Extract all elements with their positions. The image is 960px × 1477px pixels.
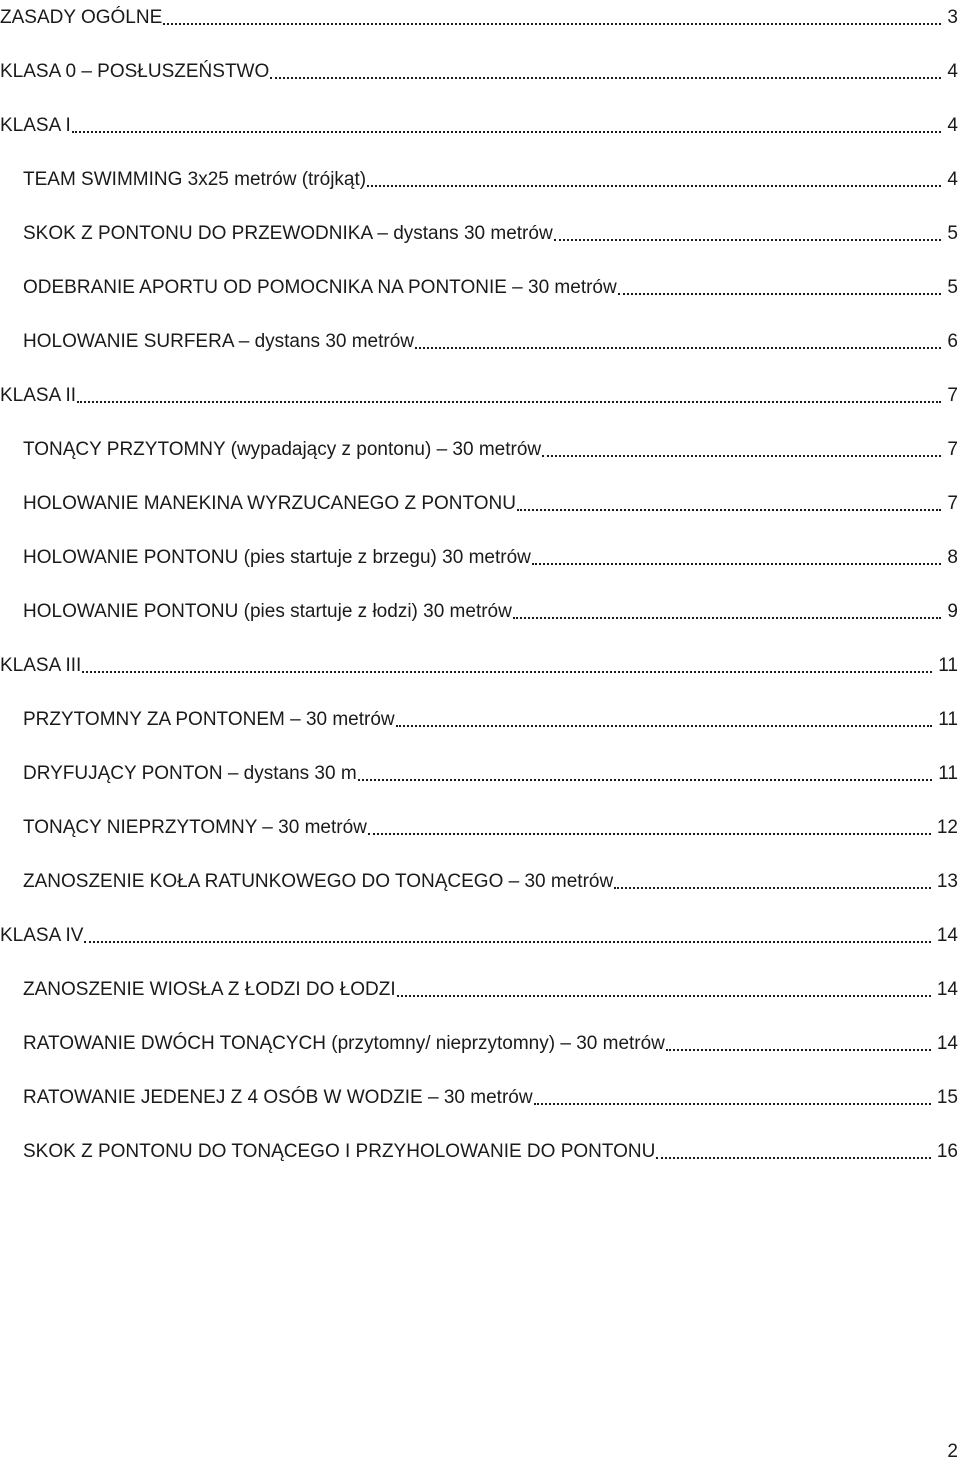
toc-entry-page: 9 [947, 601, 958, 622]
toc-dot-leader [72, 114, 942, 138]
toc-entry-page: 4 [947, 61, 958, 82]
toc-entry-page: 5 [947, 223, 958, 244]
toc-dot-leader [82, 654, 932, 678]
toc-entry-page: 8 [947, 547, 958, 568]
toc-entry-page: 7 [947, 385, 958, 406]
toc-entry[interactable] [0, 108, 960, 138]
toc-entry-title: HOLOWANIE PONTONU (pies startuje z brzegu) 30 metrów [23, 547, 531, 568]
toc-entry-page: 13 [936, 871, 958, 892]
toc-entry-page: 16 [936, 1141, 958, 1162]
toc-entry-title: TONĄCY NIEPRZYTOMNY – 30 metrów [23, 817, 367, 838]
toc-dot-leader [367, 168, 941, 192]
toc-entry[interactable] [0, 162, 960, 192]
toc-entry[interactable] [0, 918, 960, 948]
toc-entry-page: 14 [936, 925, 958, 946]
toc-dot-leader [415, 330, 941, 354]
toc-entry-page: 14 [936, 1033, 958, 1054]
toc-entry-title: ZANOSZENIE KOŁA RATUNKOWEGO DO TONĄCEGO – 30 metrów [23, 871, 614, 892]
toc-entry-title: HOLOWANIE MANEKINA WYRZUCANEGO Z PONTONU [23, 493, 516, 514]
toc-dot-leader [270, 60, 941, 84]
toc-entry-title: KLASA III [0, 655, 82, 676]
toc-dot-leader [534, 1086, 931, 1110]
toc-entry-title: TEAM SWIMMING 3x25 metrów (trójkąt) [23, 169, 367, 190]
toc-dot-leader [84, 924, 930, 948]
toc-dot-leader [397, 978, 931, 1002]
toc-entry-page: 14 [936, 979, 958, 1000]
toc-entry-page: 11 [938, 709, 958, 730]
toc-entry[interactable] [0, 864, 960, 894]
toc-entry-title: HOLOWANIE PONTONU (pies startuje z łodzi) 30 metrów [23, 601, 512, 622]
toc-entry[interactable] [0, 1026, 960, 1056]
toc-entry-title: SKOK Z PONTONU DO TONĄCEGO I PRZYHOLOWANIE DO PONTONU [23, 1141, 656, 1162]
toc-entry-page: 11 [938, 763, 958, 784]
toc-dot-leader [163, 6, 941, 30]
toc-entry[interactable] [0, 486, 960, 516]
toc-dot-leader [666, 1032, 931, 1056]
toc-dot-leader [358, 762, 933, 786]
toc-entry-title: ZANOSZENIE WIOSŁA Z ŁODZI DO ŁODZI [23, 979, 396, 1000]
toc-entry-title: KLASA 0 – POSŁUSZEŃSTWO [0, 61, 270, 82]
toc-entry-title: KLASA IV [0, 925, 84, 946]
toc-entry-title: KLASA I [0, 115, 71, 136]
toc-entry[interactable] [0, 648, 960, 678]
page-number: 2 [947, 1441, 958, 1462]
toc-entry-page: 6 [947, 331, 958, 352]
toc-entry[interactable] [0, 324, 960, 354]
toc-entry-title: RATOWANIE JEDENEJ Z 4 OSÓB W WODZIE – 30 metrów [23, 1087, 533, 1108]
toc-dot-leader [614, 870, 931, 894]
toc-entry-page: 15 [936, 1087, 958, 1108]
toc-entry[interactable] [0, 540, 960, 570]
toc-entry-title: DRYFUJĄCY PONTON – dystans 30 m [23, 763, 357, 784]
toc-entry[interactable] [0, 1080, 960, 1110]
toc-dot-leader [396, 708, 933, 732]
toc-entry-title: ZASADY OGÓLNE [0, 7, 163, 28]
toc-entry[interactable] [0, 0, 960, 30]
toc-entry-page: 3 [947, 7, 958, 28]
toc-entry[interactable] [0, 702, 960, 732]
toc-dot-leader [532, 546, 942, 570]
toc-dot-leader [656, 1140, 930, 1164]
toc-entry[interactable] [0, 756, 960, 786]
toc-dot-leader [513, 600, 942, 624]
toc-dot-leader [77, 384, 941, 408]
toc-entry-title: ODEBRANIE APORTU OD POMOCNIKA NA PONTONIE – 30 metrów [23, 277, 617, 298]
toc-entry-title: HOLOWANIE SURFERA – dystans 30 metrów [23, 331, 415, 352]
toc-entry-page: 7 [947, 493, 958, 514]
toc-entry[interactable] [0, 270, 960, 300]
toc-entry[interactable] [0, 432, 960, 462]
toc-entry-page: 5 [947, 277, 958, 298]
toc-entry[interactable] [0, 216, 960, 246]
toc-entry-page: 11 [938, 655, 958, 676]
toc-entry[interactable] [0, 378, 960, 408]
toc-entry[interactable] [0, 594, 960, 624]
toc-dot-leader [554, 222, 942, 246]
toc-entry-page: 7 [947, 439, 958, 460]
toc-entry-title: RATOWANIE DWÓCH TONĄCYCH (przytomny/ nieprzytomny) – 30 metrów [23, 1033, 665, 1054]
toc-entry[interactable] [0, 1134, 960, 1164]
toc-entry-title: TONĄCY PRZYTOMNY (wypadający z pontonu) – 30 metrów [23, 439, 542, 460]
toc-dot-leader [517, 492, 941, 516]
toc-entry-page: 12 [936, 817, 958, 838]
toc-entry[interactable] [0, 54, 960, 84]
toc-dot-leader [618, 276, 942, 300]
toc-entry-page: 4 [947, 115, 958, 136]
toc-entry[interactable] [0, 810, 960, 840]
toc-dot-leader [368, 816, 931, 840]
toc-entry-title: SKOK Z PONTONU DO PRZEWODNIKA – dystans 30 metrów [23, 223, 553, 244]
toc-dot-leader [542, 438, 941, 462]
toc-entry-title: KLASA II [0, 385, 77, 406]
toc-entry-page: 4 [947, 169, 958, 190]
toc-entry[interactable] [0, 972, 960, 1002]
toc-entry-title: PRZYTOMNY ZA PONTONEM – 30 metrów [23, 709, 395, 730]
